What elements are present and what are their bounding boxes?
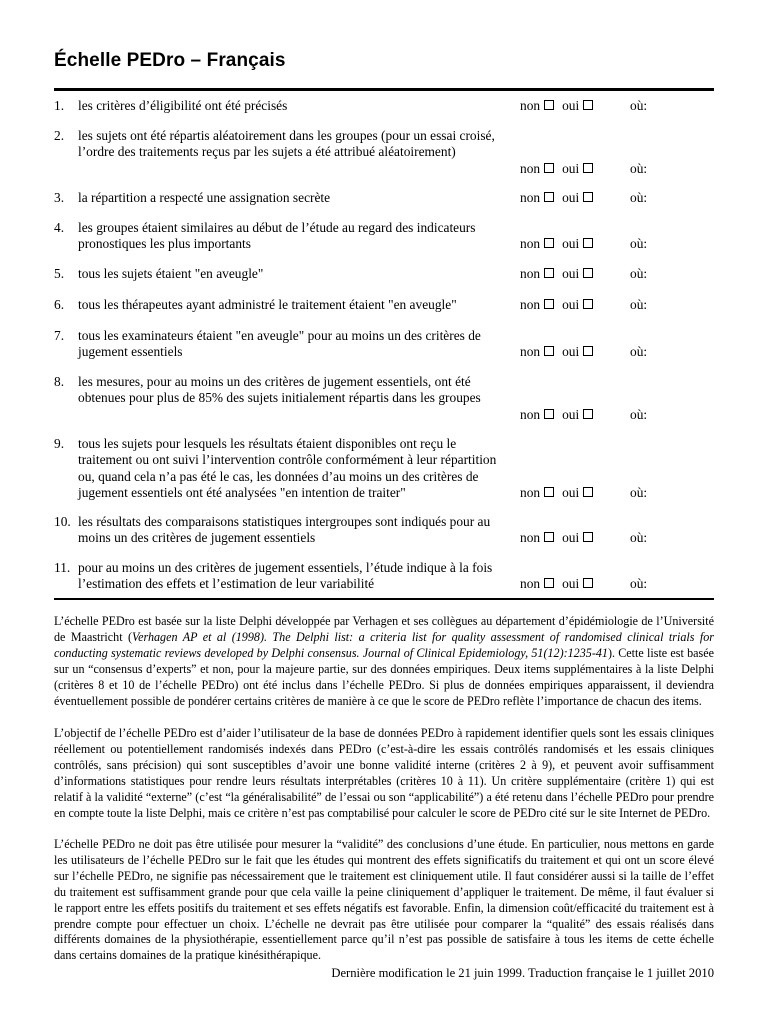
yes-label: oui bbox=[562, 485, 580, 501]
note-1-start: L’échelle PEDro est basée sur la liste Delphi développée par Verhagen et ses collègues au département d’épidémiologie de l’Université de Maastricht ( bbox=[54, 614, 714, 644]
where-label: où: bbox=[630, 530, 648, 546]
yes-checkbox[interactable] bbox=[583, 268, 593, 278]
criterion-choices bbox=[520, 297, 593, 313]
where-label: où: bbox=[630, 190, 648, 205]
criterion-9 bbox=[54, 436, 714, 502]
where-label: où: bbox=[630, 344, 648, 360]
no-label: non bbox=[520, 530, 541, 546]
criterion-number: 10. bbox=[54, 514, 71, 529]
where-label: où: bbox=[630, 160, 648, 176]
no-checkbox[interactable] bbox=[544, 268, 554, 278]
criterion-text: tous les examinateurs étaient "en aveugle" pour au moins un des critères de jugement essentiels bbox=[78, 328, 481, 360]
criterion-choices bbox=[520, 407, 593, 423]
no-label: non bbox=[520, 236, 541, 252]
criterion-text: tous les thérapeutes ayant administré le traitement étaient "en aveugle" bbox=[78, 297, 457, 312]
no-checkbox[interactable] bbox=[544, 532, 554, 542]
criterion-choices bbox=[520, 266, 593, 282]
criterion-number: 6. bbox=[54, 297, 65, 312]
criterion-number: 3. bbox=[54, 190, 65, 205]
criterion-number: 2. bbox=[54, 128, 65, 143]
note-paragraph-2: L’objectif de l’échelle PEDro est d’aider l’utilisateur de la base de données PEDro à rapidement identifier quels sont les essais cliniques réellement ou potentiellement randomisés indexés dans PEDro (c’est-à-dire les essais contrôlés randomisés et les essais cliniques contrôlés, sans précision) qui sont susceptibles d’avoir une bonne validité interne (critères 2 à 9), et peuvent avoir suffisamment d’informations statistiques pour rendre leurs résultats interprétables (critères 10 à 11). Un critère supplémentaire (critère 1) qui est relatif à la validité “externe” (c’est “la généralisabilité” de l’essai ou son “applicabilité”) a été retenu dans l’échelle PEDro pour prendre en compte toute la liste Delphi, mais ce critère n’est pas comptabilisé pour calculer le score de PEDro cité sur le site Internet de PEDro. bbox=[54, 726, 714, 820]
no-checkbox[interactable] bbox=[544, 487, 554, 497]
no-checkbox[interactable] bbox=[544, 100, 554, 110]
no-label: non bbox=[520, 485, 541, 501]
note-1-end: ). Cette liste est basée sur un “consensus d’experts” et non, pour la majeure partie, sur des données empiriques. Deux items supplémentaires à la liste Delphi (critères 8 et 10 de l’échelle PEDro) ont été inclus dans l’échelle PEDro. Si plus de données empiriques apparaissent, il deviendra éventuellement possible de pondérer certains critères de manière à ce que le score de PEDro reflète l’importance de chacun des items. bbox=[54, 645, 714, 708]
yes-label: oui bbox=[562, 190, 580, 205]
criterion-number: 5. bbox=[54, 266, 65, 281]
criterion-choices bbox=[520, 344, 593, 360]
no-checkbox[interactable] bbox=[544, 192, 554, 202]
criterion-text: les mesures, pour au moins un des critères de jugement essentiels, ont été obtenues pour plus de 85% des sujets initialement répartis dans les groupes bbox=[78, 374, 481, 406]
criterion-11 bbox=[54, 560, 714, 593]
page-title: Échelle PEDro – Français bbox=[54, 50, 286, 71]
criterion-number: 8. bbox=[54, 374, 65, 389]
yes-checkbox[interactable] bbox=[583, 238, 593, 248]
criterion-choices bbox=[520, 190, 593, 206]
yes-checkbox[interactable] bbox=[583, 192, 593, 202]
where-label: où: bbox=[630, 406, 648, 422]
no-label: non bbox=[520, 406, 541, 422]
criterion-number: 7. bbox=[54, 328, 65, 343]
no-label: non bbox=[520, 98, 541, 113]
no-checkbox[interactable] bbox=[544, 346, 554, 356]
no-checkbox[interactable] bbox=[544, 409, 554, 419]
no-label: non bbox=[520, 576, 541, 592]
yes-checkbox[interactable] bbox=[583, 100, 593, 110]
yes-label: oui bbox=[562, 160, 580, 176]
where-label: où: bbox=[630, 485, 648, 501]
yes-checkbox[interactable] bbox=[583, 487, 593, 497]
criterion-10 bbox=[54, 514, 714, 547]
yes-label: oui bbox=[562, 344, 580, 360]
criterion-text: tous les sujets étaient "en aveugle" bbox=[78, 266, 264, 281]
no-label: non bbox=[520, 160, 541, 176]
criterion-choices bbox=[520, 530, 593, 546]
criterion-number: 4. bbox=[54, 220, 65, 235]
no-label: non bbox=[520, 297, 541, 312]
yes-checkbox[interactable] bbox=[583, 409, 593, 419]
no-label: non bbox=[520, 190, 541, 205]
yes-label: oui bbox=[562, 576, 580, 592]
no-checkbox[interactable] bbox=[544, 578, 554, 588]
where-label: où: bbox=[630, 236, 648, 252]
footer-note: Dernière modification le 21 juin 1999. Traduction française le 1 juillet 2010 bbox=[331, 966, 714, 980]
where-label: où: bbox=[630, 266, 648, 281]
yes-label: oui bbox=[562, 266, 580, 281]
criterion-2 bbox=[54, 128, 714, 177]
no-checkbox[interactable] bbox=[544, 163, 554, 173]
criterion-choices bbox=[520, 576, 593, 592]
criterion-8 bbox=[54, 374, 714, 423]
criterion-choices bbox=[520, 236, 593, 252]
yes-checkbox[interactable] bbox=[583, 163, 593, 173]
criterion-choices bbox=[520, 485, 593, 501]
yes-label: oui bbox=[562, 236, 580, 252]
yes-label: oui bbox=[562, 530, 580, 546]
where-label: où: bbox=[630, 297, 648, 312]
yes-label: oui bbox=[562, 98, 580, 113]
no-checkbox[interactable] bbox=[544, 238, 554, 248]
criterion-text: les résultats des comparaisons statistiques intergroupes sont indiqués pour au moins un des critères de jugement essentiels bbox=[78, 514, 491, 546]
yes-label: oui bbox=[562, 297, 580, 312]
criterion-text: la répartition a respecté une assignation secrète bbox=[78, 190, 331, 205]
criterion-number: 1. bbox=[54, 98, 65, 113]
note-1-citation: Verhagen AP et al (1998). The Delphi list: a criteria list for quality assessment of randomised clinical trials for conducting systematic reviews developed by Delphi consensus. Journal of Clinical Epidemiology, 51(12):1235-41 bbox=[54, 629, 714, 660]
criterion-text: les groupes étaient similaires au début de l’étude au regard des indicateurs pronostiques les plus importants bbox=[78, 220, 476, 252]
criterion-1 bbox=[54, 98, 714, 114]
note-paragraph-3: L’échelle PEDro ne doit pas être utilisée pour mesurer la “validité” des conclusions d’une étude. En particulier, nous mettons en garde les utilisateurs de l’échelle PEDro sur le fait que les études qui montrent des effets significatifs du traitement et qui ont un score élevé sur l’échelle PEDro, ne signifie pas nécessairement que le traitement est cliniquement utile. Il faut considérer aussi si la taille de l’effet du traitement est suffisamment grande pour que cela vaille la peine cliniquement d’appliquer le traitement. De même, il faut évaluer si le rapport entre les effets positifs du traitement et ses effets négatifs est favorable. Enfin, la dimension coût/efficacité du traitement est à prendre compte pour effectuer un choix. L’échelle ne devrait pas être utilisée pour comparer la “qualité” des essais réalisés dans différents domaines de la physiothérapie, essentiellement parce qu’il n’est pas possible de satisfaire à tous les items de cette échelle dans certains domaines de la pratique kinésithérapique. bbox=[54, 837, 714, 963]
no-label: non bbox=[520, 266, 541, 281]
yes-checkbox[interactable] bbox=[583, 578, 593, 588]
criterion-choices bbox=[520, 98, 593, 114]
bottom-divider bbox=[54, 598, 714, 600]
criterion-number: 9. bbox=[54, 436, 65, 451]
yes-checkbox[interactable] bbox=[583, 532, 593, 542]
criterion-3 bbox=[54, 190, 714, 206]
no-label: non bbox=[520, 344, 541, 360]
criterion-text: les sujets ont été répartis aléatoirement dans les groupes (pour un essai croisé, l’ordre des traitements reçus par les sujets a été attribué aléatoirement) bbox=[78, 128, 495, 160]
criterion-4 bbox=[54, 220, 714, 253]
note-paragraph-1 bbox=[54, 614, 714, 709]
top-divider bbox=[54, 88, 714, 91]
criterion-choices bbox=[520, 161, 593, 177]
criterion-text: pour au moins un des critères de jugement essentiels, l’étude indique à la fois l’estimation des effets et l’estimation de leur variabilité bbox=[78, 560, 493, 592]
criterion-number: 11. bbox=[54, 560, 71, 575]
criterion-text: les critères d’éligibilité ont été précisés bbox=[78, 98, 288, 113]
where-label: où: bbox=[630, 98, 648, 113]
criterion-6 bbox=[54, 297, 714, 313]
criterion-text: tous les sujets pour lesquels les résultats étaient disponibles ont reçu le traitement ou ont suivi l’intervention contrôle conformément à leur répartition ou, quand cela n’a pas été le cas, les données d’au moins un des critères de jugement essentiels ont été analysées "en intention de traiter" bbox=[78, 436, 497, 501]
criterion-5 bbox=[54, 266, 714, 282]
yes-label: oui bbox=[562, 406, 580, 422]
criterion-7 bbox=[54, 328, 714, 361]
no-checkbox[interactable] bbox=[544, 299, 554, 309]
yes-checkbox[interactable] bbox=[583, 299, 593, 309]
yes-checkbox[interactable] bbox=[583, 346, 593, 356]
where-label: où: bbox=[630, 576, 648, 592]
